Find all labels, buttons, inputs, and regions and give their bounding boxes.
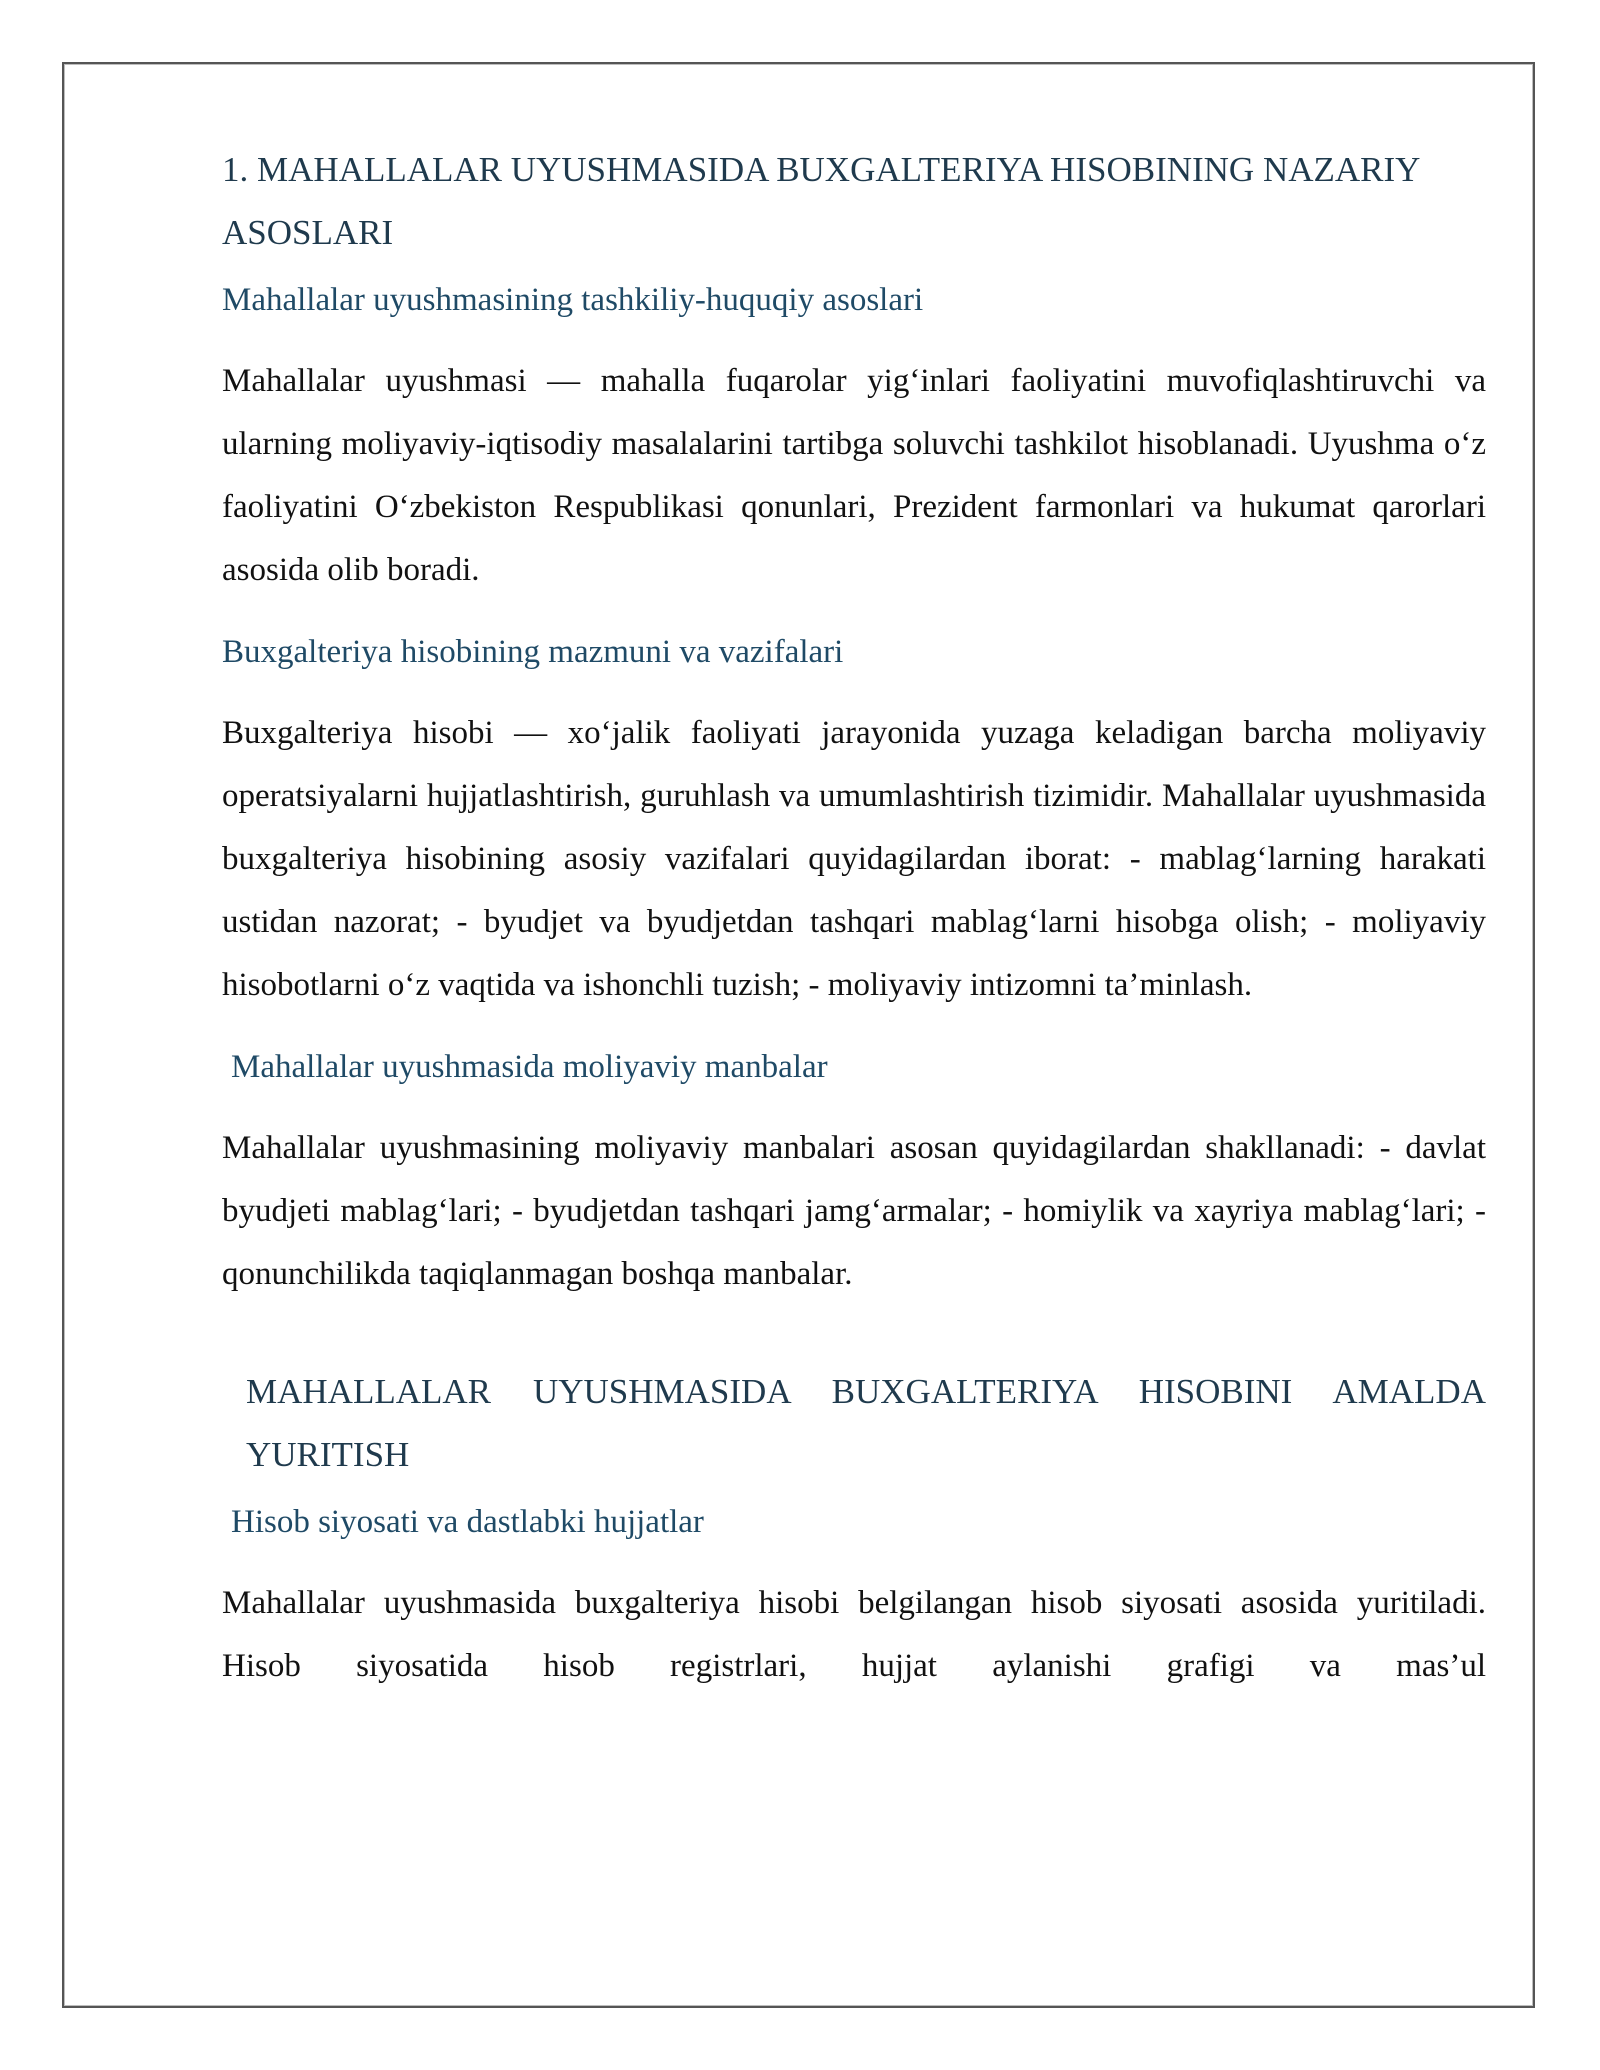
section-heading-2: MAHALLALAR UYUSHMASIDA BUXGALTERIYA HISOBINI AMALDA YURITISH [246, 1372, 1486, 1474]
subheading-accounting-policy: Hisob siyosati va dastlabki hujjatlar [231, 1504, 704, 1540]
document-body [222, 138, 1486, 1726]
section-heading-1: 1. MAHALLALAR UYUSHMASIDA BUXGALTERIYA HISOBINING NAZARIY ASOSLARI [222, 150, 1420, 252]
subheading-accounting-content: Buxgalteriya hisobining mazmuni va vazifalari [222, 634, 844, 670]
subheading-financial-sources: Mahallalar uyushmasida moliyaviy manbalar [231, 1049, 828, 1085]
paragraph-financial-sources: Mahallalar uyushmasining moliyaviy manbalari asosan quyidagilardan shakllanadi: - davlat byudjeti mablag‘lari; - byudjetdan tashqari jamg‘armalar; - homiylik va xayriya mablag‘lari; - qonunchilikda taqiqlanmagan boshqa manbalar. [222, 1130, 1486, 1292]
paragraph-accounting-policy: Mahallalar uyushmasida buxgalteriya hisobi belgilangan hisob siyosati asosida yuritiladi. Hisob siyosatida hisob registrlari, hujjat aylanishi grafigi va mas’ul [222, 1585, 1486, 1684]
paragraph-organizational-legal: Mahallalar uyushmasi — mahalla fuqarolar yig‘inlari faoliyatini muvofiqlashtiruvchi va ularning moliyaviy-iqtisodiy masalalarini tartibga soluvchi tashkilot hisoblanadi. Uyushma o‘z faoliyatini O‘zbekiston Respublikasi qonunlari, Prezident farmonlari va hukumat qarorlari asosida olib boradi. [222, 363, 1486, 588]
subheading-organizational-legal: Mahallalar uyushmasining tashkiliy-huquqiy asoslari [222, 282, 924, 318]
section-spacer [222, 1334, 1486, 1360]
paragraph-accounting-content: Buxgalteriya hisobi — xo‘jalik faoliyati jarayonida yuzaga keladigan barcha moliyaviy operatsiyalarni hujjatlashtirish, guruhlash va umumlashtirish tizimidir. Mahallalar uyushmasida buxgalteriya hisobining asosiy vazifalari quyidagilardan iborat: - mablag‘larning harakati ustidan nazorat; - byudjet va byudjetdan tashqari mablag‘larni hisobga olish; - moliyaviy hisobotlarni o‘z vaqtida va ishonchli tuzish; - moliyaviy intizomni ta’minlash. [222, 715, 1486, 1003]
